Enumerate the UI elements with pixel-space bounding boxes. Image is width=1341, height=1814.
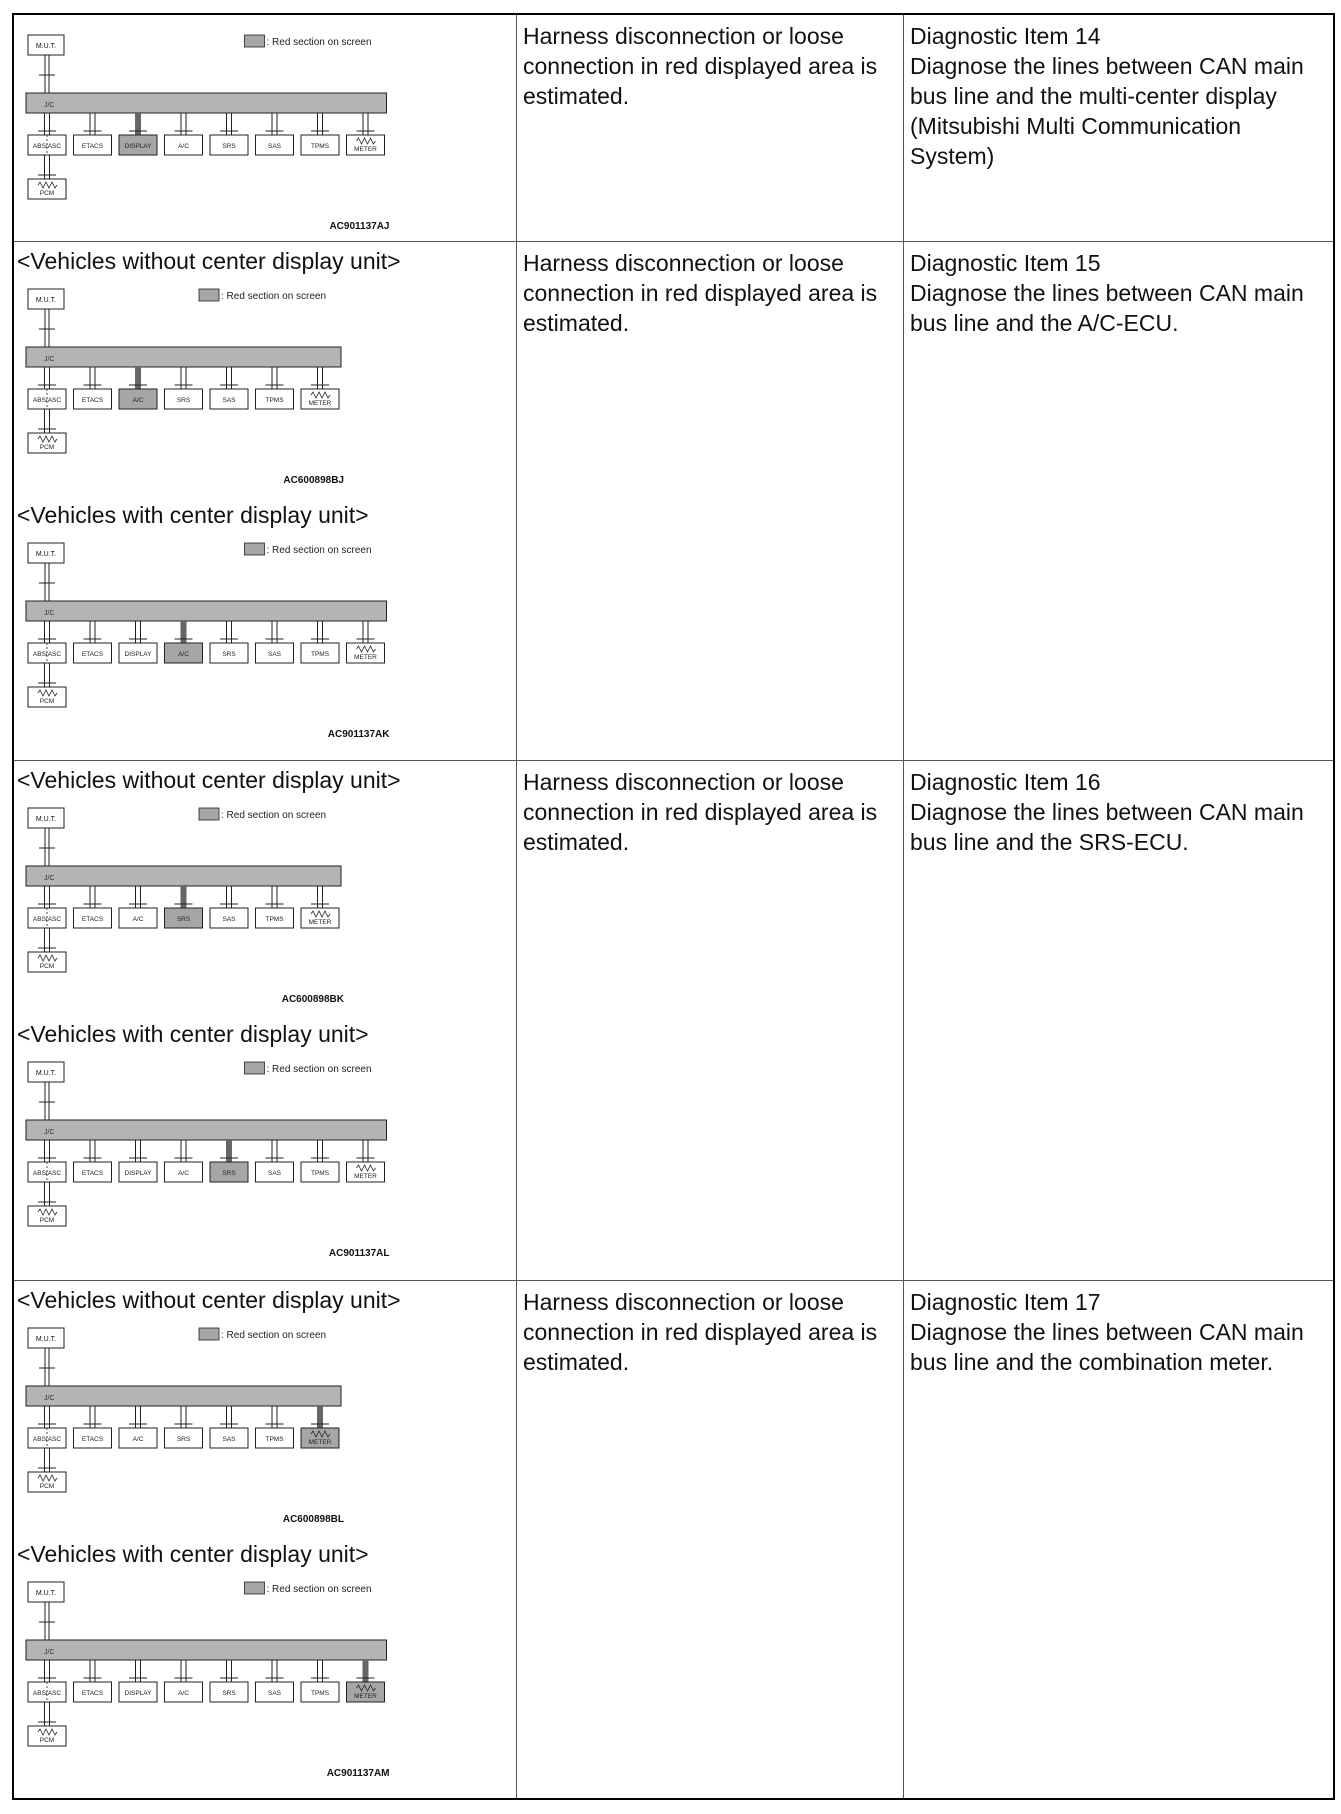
diagnostic-item-cell <box>904 761 1333 1280</box>
diagnostic-item-description: Diagnose the lines between CAN main bus line and the A/C-ECU. <box>910 280 1304 336</box>
svg-text:DISPLAY: DISPLAY <box>124 651 152 658</box>
table-row <box>14 761 1333 1281</box>
bus-diagram-svg <box>24 1060 395 1260</box>
ecu-node-a-c <box>165 113 203 155</box>
mut-label: M.U.T. <box>35 1336 57 1343</box>
ecu-node-meter <box>347 1140 385 1182</box>
ecu-node-tpms <box>301 621 339 663</box>
svg-text:TPMS: TPMS <box>310 143 330 150</box>
cause-text: Harness disconnection or loose connection in red displayed area is estimated. <box>523 1289 878 1375</box>
svg-text:METER: METER <box>354 146 377 153</box>
pcm-label: PCM <box>39 963 55 970</box>
ecu-node-meter <box>347 1660 385 1702</box>
ecu-node-meter <box>347 621 385 663</box>
svg-text:A/C: A/C <box>178 651 189 658</box>
diagnostic-item-title: Diagnostic Item 15 <box>910 250 1101 276</box>
cause-text: Harness disconnection or loose connection in red displayed area is estimated. <box>523 23 878 109</box>
svg-text:SRS: SRS <box>176 397 191 404</box>
bus-diagram-svg <box>24 541 395 741</box>
ecu-node-sas <box>210 1406 248 1448</box>
svg-text:TPMS: TPMS <box>310 1170 330 1177</box>
svg-text:TPMS: TPMS <box>310 1690 330 1697</box>
table-row <box>14 242 1333 761</box>
diagnostic-item-description: Diagnose the lines between CAN main bus line and the multi-center display (Mitsubishi Multi Communication System) <box>910 53 1304 169</box>
ecu-node-etacs <box>74 1660 112 1702</box>
svg-text:SAS: SAS <box>222 1436 236 1443</box>
svg-text:ETACS: ETACS <box>81 651 104 658</box>
variant-label: <Vehicles without center display unit> <box>17 248 401 274</box>
ecu-node-meter <box>301 886 339 928</box>
legend-text: : Red section on screen <box>221 291 327 302</box>
bus-label: J/C <box>44 356 55 363</box>
ecu-node-abs-asc <box>28 113 66 155</box>
figure-code: AC901137AL <box>328 1248 390 1259</box>
can-diagram <box>24 1326 349 1526</box>
figure-code: AC901137AK <box>327 729 390 740</box>
legend-text: : Red section on screen <box>221 1330 327 1341</box>
cause-cell <box>517 242 904 760</box>
table-row <box>14 1281 1333 1798</box>
svg-text:METER: METER <box>354 1173 377 1180</box>
can-diagram <box>24 287 349 487</box>
legend-swatch <box>245 1062 265 1074</box>
svg-text:ABS/ASC: ABS/ASC <box>32 397 62 404</box>
svg-text:TPMS: TPMS <box>265 916 284 923</box>
svg-text:TPMS: TPMS <box>265 397 284 404</box>
ecu-node-tpms <box>301 1660 339 1702</box>
svg-text:TPMS: TPMS <box>310 651 330 658</box>
diagram-cell <box>14 242 517 760</box>
can-diagram <box>24 33 395 233</box>
ecu-node-srs <box>165 1406 203 1448</box>
pcm-label: PCM <box>39 1217 55 1224</box>
diagram-cell <box>14 1281 517 1798</box>
legend-swatch <box>199 1328 219 1340</box>
figure-code: AC901137AJ <box>329 221 390 232</box>
svg-text:SRS: SRS <box>222 1170 236 1177</box>
can-diagram <box>24 541 395 741</box>
svg-text:SRS: SRS <box>176 916 191 923</box>
ecu-node-display <box>119 621 157 663</box>
pcm-label: PCM <box>39 698 55 705</box>
svg-text:DISPLAY: DISPLAY <box>124 1170 152 1177</box>
ecu-node-srs <box>165 886 203 928</box>
mut-label: M.U.T. <box>35 551 57 558</box>
ecu-node-srs <box>210 621 248 663</box>
bus-label: J/C <box>44 1649 55 1656</box>
legend-text: : Red section on screen <box>266 1064 372 1075</box>
ecu-node-abs-asc <box>28 1140 66 1182</box>
cause-cell <box>517 761 904 1280</box>
ecu-node-srs <box>210 1660 248 1702</box>
ecu-node-etacs <box>74 1406 112 1448</box>
can-main-bus <box>26 1386 341 1406</box>
cause-cell <box>517 15 904 241</box>
variant-label: <Vehicles with center display unit> <box>17 1541 369 1567</box>
svg-text:A/C: A/C <box>178 1170 189 1177</box>
bus-label: J/C <box>44 102 55 109</box>
diagnostic-item-description: Diagnose the lines between CAN main bus line and the combination meter. <box>910 1319 1304 1375</box>
legend-text: : Red section on screen <box>266 545 372 556</box>
ecu-node-display <box>119 1140 157 1182</box>
figure-code: AC600898BK <box>281 994 344 1005</box>
bus-diagram-svg <box>24 287 349 487</box>
legend-swatch <box>199 289 219 301</box>
mut-label: M.U.T. <box>35 1070 57 1077</box>
diagnostic-item-cell <box>904 15 1333 241</box>
ecu-node-etacs <box>74 886 112 928</box>
ecu-node-tpms <box>301 113 339 155</box>
ecu-node-sas <box>210 367 248 409</box>
pcm-label: PCM <box>39 190 55 197</box>
pcm-label: PCM <box>39 444 55 451</box>
svg-text:SAS: SAS <box>267 1690 282 1697</box>
svg-text:ABS/ASC: ABS/ASC <box>32 651 62 658</box>
ecu-node-etacs <box>74 367 112 409</box>
figure-code: AC901137AM <box>326 1768 390 1779</box>
bus-diagram-svg <box>24 806 349 1006</box>
ecu-node-meter <box>347 113 385 155</box>
ecu-node-srs <box>210 1140 248 1182</box>
diagnostic-item-title: Diagnostic Item 14 <box>910 23 1101 49</box>
svg-text:SRS: SRS <box>176 1436 191 1443</box>
ecu-node-etacs <box>74 113 112 155</box>
legend-swatch <box>199 808 219 820</box>
legend-swatch <box>245 1582 265 1594</box>
diagram-cell <box>14 761 517 1280</box>
svg-text:ABS/ASC: ABS/ASC <box>32 143 62 150</box>
svg-text:METER: METER <box>308 1439 332 1446</box>
legend-swatch <box>245 35 265 47</box>
svg-text:ETACS: ETACS <box>81 1170 104 1177</box>
ecu-node-abs-asc <box>28 886 66 928</box>
svg-text:ETACS: ETACS <box>81 397 104 404</box>
ecu-node-sas <box>256 1660 294 1702</box>
ecu-node-etacs <box>74 621 112 663</box>
svg-text:SRS: SRS <box>222 143 236 150</box>
ecu-node-tpms <box>256 367 294 409</box>
bus-diagram-svg <box>24 1326 349 1526</box>
bus-label: J/C <box>44 875 55 882</box>
svg-text:ETACS: ETACS <box>81 143 104 150</box>
cause-cell <box>517 1281 904 1798</box>
ecu-node-a-c <box>165 621 203 663</box>
table-row <box>14 15 1333 242</box>
ecu-node-sas <box>210 886 248 928</box>
legend-swatch <box>245 543 265 555</box>
diagram-cell <box>14 15 517 241</box>
ecu-node-display <box>119 1660 157 1702</box>
bus-diagram-svg <box>24 1580 395 1780</box>
pcm-label: PCM <box>39 1737 55 1744</box>
svg-text:SRS: SRS <box>222 1690 236 1697</box>
svg-text:A/C: A/C <box>132 916 144 923</box>
pcm-label: PCM <box>39 1483 55 1490</box>
ecu-node-tpms <box>256 1406 294 1448</box>
ecu-node-a-c <box>119 1406 157 1448</box>
can-main-bus <box>26 866 341 886</box>
diagnostic-item-cell <box>904 242 1333 760</box>
diagnosis-table <box>12 13 1335 1800</box>
legend-text: : Red section on screen <box>266 1584 372 1595</box>
ecu-node-tpms <box>256 886 294 928</box>
ecu-node-tpms <box>301 1140 339 1182</box>
svg-text:SRS: SRS <box>222 651 236 658</box>
svg-text:A/C: A/C <box>178 1690 189 1697</box>
svg-text:METER: METER <box>308 400 332 407</box>
diagnostic-item-title: Diagnostic Item 17 <box>910 1289 1101 1315</box>
svg-text:ETACS: ETACS <box>81 1436 104 1443</box>
figure-code: AC600898BL <box>282 1514 344 1525</box>
can-main-bus <box>26 1640 387 1660</box>
diagnostic-item-title: Diagnostic Item 16 <box>910 769 1101 795</box>
ecu-node-meter <box>301 1406 339 1448</box>
mut-label: M.U.T. <box>35 43 57 50</box>
ecu-node-abs-asc <box>28 1406 66 1448</box>
svg-text:SAS: SAS <box>267 651 282 658</box>
bus-diagram-svg <box>24 33 395 233</box>
svg-text:SAS: SAS <box>222 916 236 923</box>
svg-text:SAS: SAS <box>222 397 236 404</box>
svg-text:ETACS: ETACS <box>81 1690 104 1697</box>
diagnostic-item-description: Diagnose the lines between CAN main bus line and the SRS-ECU. <box>910 799 1304 855</box>
ecu-node-sas <box>256 621 294 663</box>
ecu-node-abs-asc <box>28 367 66 409</box>
ecu-node-meter <box>301 367 339 409</box>
svg-text:ETACS: ETACS <box>81 916 104 923</box>
figure-code: AC600898BJ <box>283 475 344 486</box>
svg-text:ABS/ASC: ABS/ASC <box>32 1170 62 1177</box>
cause-text: Harness disconnection or loose connection in red displayed area is estimated. <box>523 769 878 855</box>
can-main-bus <box>26 1120 387 1140</box>
svg-text:SAS: SAS <box>267 1170 282 1177</box>
legend-text: : Red section on screen <box>266 37 372 48</box>
ecu-node-abs-asc <box>28 621 66 663</box>
legend-text: : Red section on screen <box>221 810 327 821</box>
svg-text:A/C: A/C <box>132 1436 144 1443</box>
diagnostic-item-cell <box>904 1281 1333 1798</box>
variant-label: <Vehicles without center display unit> <box>17 767 401 793</box>
ecu-node-abs-asc <box>28 1660 66 1702</box>
can-main-bus <box>26 601 387 621</box>
variant-label: <Vehicles with center display unit> <box>17 502 369 528</box>
variant-label: <Vehicles without center display unit> <box>17 1287 401 1313</box>
ecu-node-a-c <box>165 1660 203 1702</box>
bus-label: J/C <box>44 1129 55 1136</box>
svg-text:METER: METER <box>308 919 332 926</box>
can-main-bus <box>26 347 341 367</box>
svg-text:A/C: A/C <box>132 397 144 404</box>
ecu-node-etacs <box>74 1140 112 1182</box>
bus-label: J/C <box>44 610 55 617</box>
svg-text:ABS/ASC: ABS/ASC <box>32 1436 62 1443</box>
ecu-node-sas <box>256 113 294 155</box>
mut-label: M.U.T. <box>35 1590 57 1597</box>
variant-label: <Vehicles with center display unit> <box>17 1021 369 1047</box>
bus-label: J/C <box>44 1395 55 1402</box>
mut-label: M.U.T. <box>35 297 57 304</box>
ecu-node-a-c <box>119 367 157 409</box>
mut-label: M.U.T. <box>35 816 57 823</box>
ecu-node-sas <box>256 1140 294 1182</box>
svg-text:DISPLAY: DISPLAY <box>124 143 152 150</box>
ecu-node-a-c <box>119 886 157 928</box>
svg-text:METER: METER <box>354 654 377 661</box>
ecu-node-a-c <box>165 1140 203 1182</box>
cause-text: Harness disconnection or loose connection in red displayed area is estimated. <box>523 250 878 336</box>
can-diagram <box>24 1580 395 1780</box>
can-diagram <box>24 806 349 1006</box>
can-diagram <box>24 1060 395 1260</box>
ecu-node-srs <box>210 113 248 155</box>
svg-text:TPMS: TPMS <box>265 1436 284 1443</box>
svg-text:METER: METER <box>354 1693 377 1700</box>
svg-text:DISPLAY: DISPLAY <box>124 1690 152 1697</box>
ecu-node-display <box>119 113 157 155</box>
svg-text:ABS/ASC: ABS/ASC <box>32 1690 62 1697</box>
can-main-bus <box>26 93 387 113</box>
svg-text:A/C: A/C <box>178 143 189 150</box>
svg-text:ABS/ASC: ABS/ASC <box>32 916 62 923</box>
svg-text:SAS: SAS <box>267 143 282 150</box>
ecu-node-srs <box>165 367 203 409</box>
